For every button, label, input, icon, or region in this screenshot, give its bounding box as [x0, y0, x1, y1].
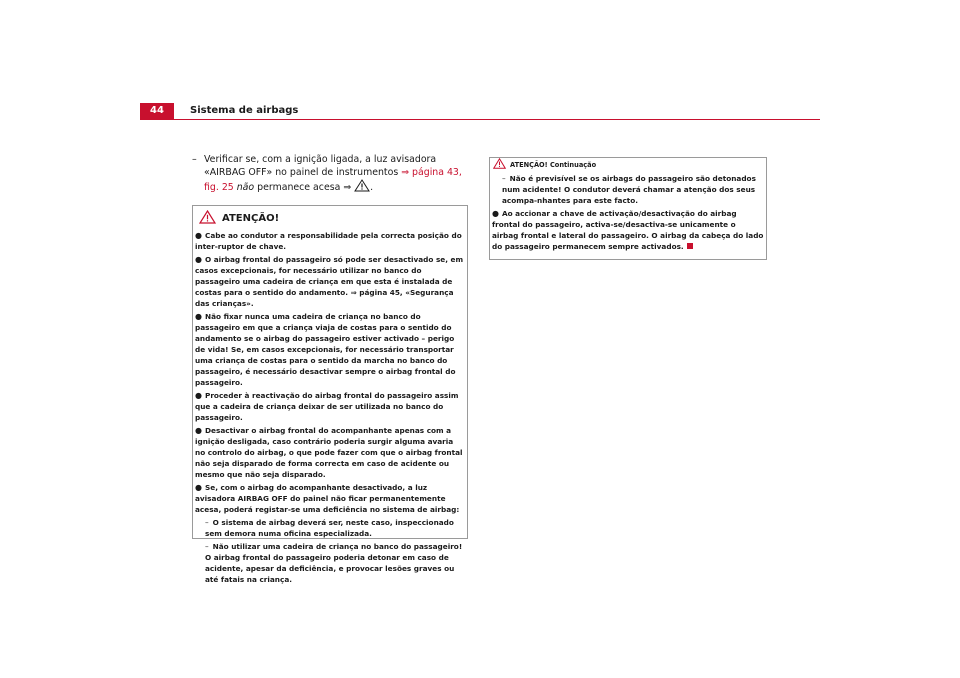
warning-continuation-title: ATENÇÃO! Continuação	[510, 161, 597, 169]
dash-marker: –	[205, 518, 209, 527]
warning-item	[195, 482, 465, 515]
intro-text-after: permanece acesa ⇒	[257, 182, 352, 193]
warning-subitem-text: Não é previsível se os airbags do passageiro são detonados num acidente! O condutor deverá chamar a atenção dos seus acompa-nhantes para este facto.	[502, 174, 756, 205]
warning-header	[193, 206, 467, 230]
warning-item	[195, 425, 465, 480]
bullet-marker: ●	[195, 391, 202, 400]
dash-marker: –	[502, 174, 506, 183]
bullet-marker: ●	[195, 426, 202, 435]
intro-text-before: Verificar se, com a ignição ligada, a luz avisadora «AIRBAG OFF» no painel de instrumentos	[204, 154, 437, 178]
warning-item-text: Desactivar o airbag frontal do acompanhante apenas com a ignição desligada, caso contrário poderia surgir alguma avaria no controlo do airbag, o que pode fazer com que o airbag frontal não seja disparado de forma correcta em caso de acidente ou mesmo que não seja disparado.	[195, 426, 463, 479]
warning-item-text: Ao accionar a chave de activação/desactivação do airbag frontal do passageiro, activa-se/desactiva-se unicamente o airbag frontal e lateral do passageiro. O airbag da cabeça do lado do passageiro permanecem sempre activados.	[492, 209, 764, 251]
warning-item	[195, 230, 465, 252]
section-end-marker	[687, 243, 693, 249]
warning-triangle-icon	[493, 158, 510, 173]
warning-item	[195, 254, 465, 309]
dash-marker: –	[205, 542, 209, 551]
warning-item	[492, 208, 764, 252]
figure-reference-link[interactable]: ⇒ página 43, fig. 25	[204, 167, 462, 193]
warning-subitem	[205, 541, 467, 585]
bullet-marker: ●	[195, 231, 202, 240]
page-number: 44	[140, 103, 174, 119]
warning-subitem-text: Não utilizar uma cadeira de criança no banco do passageiro! O airbag frontal do passageiro poderia detonar em caso de acidente, apesar da deficiência, e provocar lesões graves ou até fatais na criança.	[205, 542, 463, 584]
bullet-marker: ●	[195, 255, 202, 264]
warning-item-text: O airbag frontal do passageiro só pode ser desactivado se, em casos excepcionais, for necessário utilizar no banco do passageiro uma cadeira de criança em que esta é instalada de costas para o sentido do andamento. ⇒ página 45, «Segurança das crianças».	[195, 255, 464, 308]
warning-triangle-icon	[199, 210, 222, 227]
warning-continuation-box	[489, 157, 767, 260]
warning-item-text: Se, com o airbag do acompanhante desactivado, a luz avisadora AIRBAG OFF do painel não ficar permanentemente acesa, poderá registar-se uma deficiência no sistema de airbag:	[195, 483, 460, 514]
warning-item-text: Cabe ao condutor a responsabilidade pela correcta posição do inter-ruptor de chave.	[195, 231, 462, 251]
warning-item-text: Proceder à reactivação do airbag frontal do passageiro assim que a cadeira de criança deixar de ser utilizada no banco do passageiro.	[195, 391, 459, 422]
page-header	[140, 103, 820, 120]
bullet-marker: ●	[195, 483, 202, 492]
warning-title: ATENÇÃO!	[222, 212, 280, 224]
intro-text	[204, 153, 468, 196]
intro-instruction	[192, 153, 468, 196]
bullet-marker: ●	[195, 312, 202, 321]
warning-item	[195, 390, 465, 423]
bullet-marker: ●	[492, 209, 499, 218]
intro-emphasis: não	[236, 182, 255, 193]
warning-subitem	[502, 173, 766, 206]
section-title: Sistema de airbags	[190, 105, 299, 116]
warning-continuation-header	[490, 158, 766, 173]
warning-subitem	[205, 517, 467, 539]
warning-subitem-text: O sistema de airbag deverá ser, neste caso, inspeccionado sem demora numa oficina especializada.	[205, 518, 454, 538]
dash-marker: –	[192, 154, 197, 165]
warning-triangle-icon	[354, 179, 370, 196]
warning-box	[192, 205, 468, 584]
warning-item	[195, 311, 465, 388]
warning-item-text: Não fixar nunca uma cadeira de criança no banco do passageiro em que a criança viaja de costas para o sentido do andamento se o airbag do passageiro estiver activado – perigo de vida! Se, em casos excepcionais, for necessário transportar uma criança de costas para o sentido da marcha no banco do passageiro, é necessário desactivar sempre o airbag frontal do passageiro.	[195, 312, 456, 387]
intro-end: .	[370, 182, 374, 193]
